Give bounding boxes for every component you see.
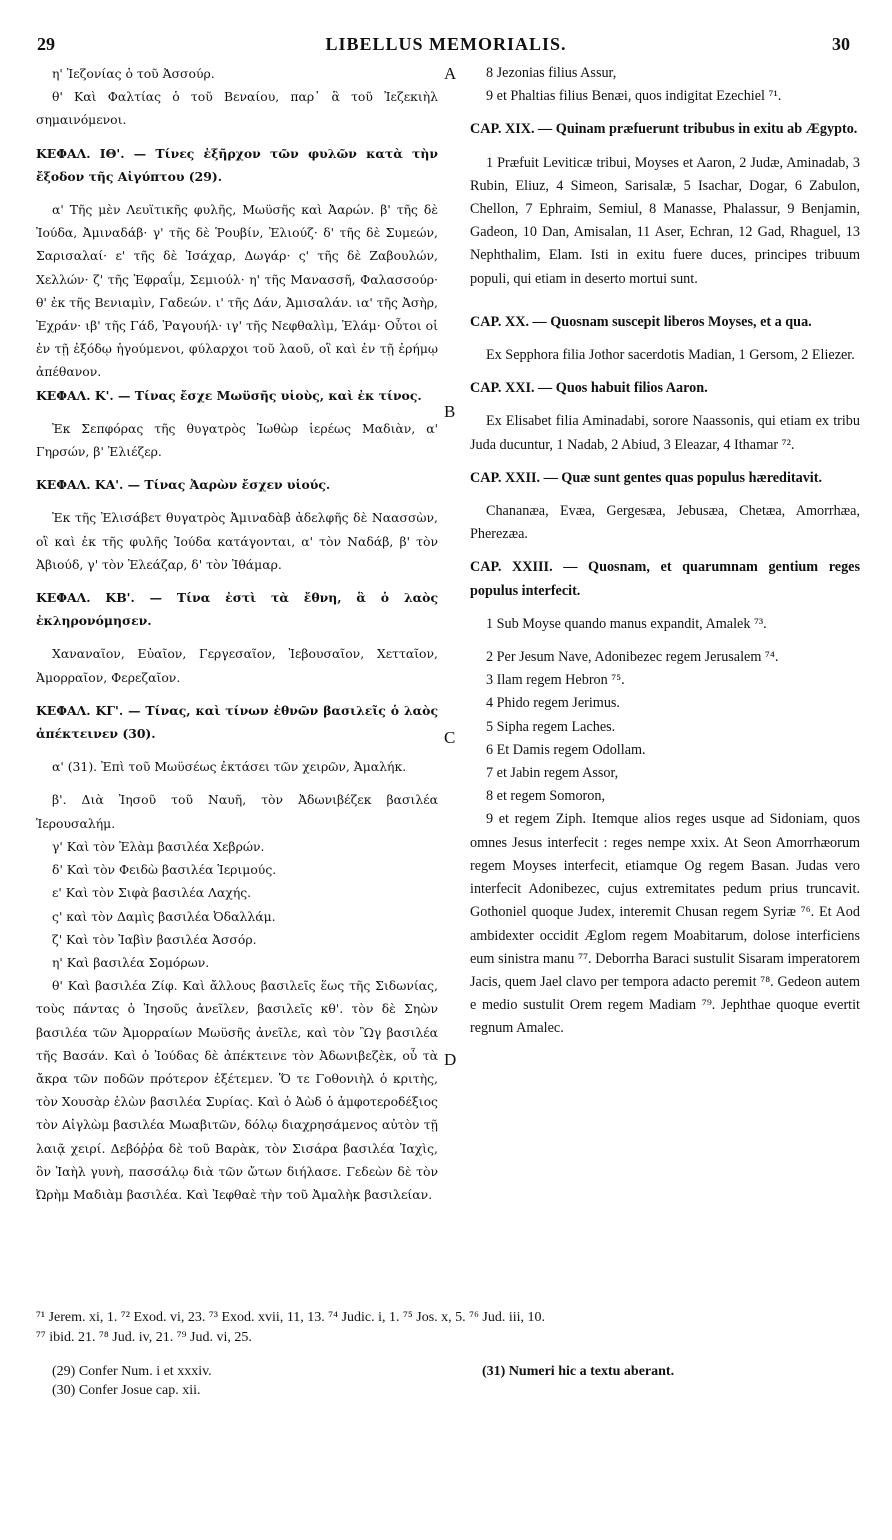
greek-line-8: η' Ἰεζονίας ὁ τοῦ Ἀσσούρ. <box>52 66 215 81</box>
footnote-31: (31) Numeri hic a textu aberant. <box>482 1364 675 1379</box>
scripture-references-line-1: ⁷¹ Jerem. xi, 1. ⁷² Exod. vi, 23. ⁷³ Exod. xvii, 11, 13. ⁷⁴ Judic. i, 1. ⁷⁵ Jos. x, 5. ⁷⁶ Jud. iii, 10. <box>36 1310 546 1325</box>
running-title: LIBELLUS MEMORIALIS. <box>325 34 567 54</box>
latin-paragraph-elisabet: Ex Elisabet filia Aminadabi, sorore Naassonis, qui etiam ex tribu Juda ducuntur, 1 Nadab, 2 Abiud, 3 Eleazar, 4 Ithamar ⁷². <box>470 413 860 453</box>
margin-marker-d: D <box>444 1050 457 1069</box>
greek-heading-19: ΚΕΦΑΛ. ΙΘ'. — Τίνες ἐξῆρχον τῶν φυλῶν κατὰ τὴν ἔξοδον τῆς Αἰγύπτου (29). <box>36 145 438 184</box>
margin-marker-b: B <box>444 402 456 421</box>
greek-column <box>36 62 438 1206</box>
latin-heading-21: CAP. XXI. — Quos habuit filios Aaron. <box>470 380 708 397</box>
latin-king-4: 4 Phido regem Jerimus. <box>486 695 620 712</box>
latin-column <box>470 62 860 1041</box>
latin-king-7: 7 et Jabin regem Assor, <box>486 765 619 782</box>
greek-paragraph-tribes: α' Τῆς μὲν Λευϊτικῆς φυλῆς, Μωϋσῆς καὶ Ἀαρών. β' τῆς δὲ Ἰούδα, Ἀμιναδάβ· γ' τῆς δὲ Ῥουβίν, Ἐλιούζ· δ' τῆς δὲ Συμεών, Σαρισαλαί· ε' τῆς δὲ Ἰσάχαρ, Δωγάρ· ς' τῆς δὲ Ζαβουλών, Χελλών· ζ' τῆς Ἐφραΐμ, Σεμιούλ· η' τῆς Μανασσῆ, Φαλασσούρ· θ' ἐκ τῆς Βενιαμὶν, Γαδεών. ι' τῆς Δάν, Ἀμισαλάν. ια' τῆς Ἀσὴρ, Ἐχράν· ιβ' τῆς Γάδ, Ῥαγουήλ· ιγ' τῆς Νεφθαλὶμ, Ἐλάμ· Οὗτοι οἱ ἐν τῇ ἐξόδῳ ἡγούμενοι, φύλαρχοι τοῦ λαοῦ, οἳ καὶ ἐν τῇ ἐρήμῳ ἀπέθανον. <box>36 202 438 380</box>
latin-heading-22: CAP. XXII. — Quæ sunt gentes quas populus hæreditavit. <box>470 469 823 486</box>
latin-king-6: 6 Et Damis regem Odollam. <box>486 741 646 758</box>
greek-king-9: θ' Καὶ βασιλέα Ζίφ. Καὶ ἄλλους βασιλεῖς ἕως τῆς Σιδωνίας, τοὺς πάντας ὁ Ἰησοῦς ἀνεῖλεν, βασιλεῖς κθ'. τὸν δὲ Σηὼν βασιλέα τῶν Ἀμορραίων Μωϋσῆς ἀνεῖλε, καὶ τὸν Ὢγ βασιλέα τῆς Βασάν. Καὶ ὁ Ἰούδας δὲ ἀπέκτεινε τὸν Ἀδωνιβεζὲκ, οὗ τὰ ἄκρα τῶν ποδῶν πρότερον ἐξέτεμεν. Ὅ τε Γοθονιὴλ ὁ κριτὴς, τὸν Χουσὰρ ἑλὼν βασιλέα Συρίας. Καὶ ὁ Ἀὼδ ὁ ἀμφοτεροδέξιος τὸν Αἰγλὼμ βασιλέα Μωαβιτῶν, δόλῳ διαχρησάμενος αὐτὸν τῇ λαιᾷ χειρί. Δεβόῤῥα δὲ τοῦ Βαρὰκ, τὸν Σισάρα βασιλέα Ἰαχὶς, ὃν Ἰαὴλ γυνὴ, πασσάλῳ διὰ τῶν ὤτων διήλασε. Γεδεὼν δὲ τὸν Ὠρὴμ Μαδιὰμ βασιλέα. Καὶ Ἰεφθαὲ τὴν τοῦ Ἀμαλὴκ βασιλείαν. <box>36 978 438 1202</box>
footnote-30: (30) Confer Josue cap. xii. <box>52 1383 201 1398</box>
greek-heading-20: ΚΕΦΑΛ. Κ'. — Τίνας ἔσχε Μωϋσῆς υἱοὺς, καὶ ἐκ τίνος. <box>36 387 422 403</box>
latin-king-3: 3 Ilam regem Hebron ⁷⁵. <box>486 672 625 689</box>
greek-king-6: ς' καὶ τὸν Δαμὶς βασιλέα Ὀδαλλάμ. <box>52 908 276 924</box>
greek-king-3: γ' Καὶ τὸν Ἐλὰμ βασιλέα Χεβρών. <box>52 838 265 854</box>
latin-king-1: 1 Sub Moyse quando manus expandit, Amalek ⁷³. <box>486 615 767 632</box>
greek-king-4: δ' Καὶ τὸν Φειδὼ βασιλέα Ἱεριμούς. <box>52 862 277 878</box>
greek-paragraph-sepphora: Ἐκ Σεπφόρας τῆς θυγατρὸς Ἰωθὼρ ἱερέως Μαδιὰν, α' Γηρσών, β' Ἐλιέζερ. <box>36 420 438 460</box>
scripture-references-line-2: ⁷⁷ ibid. 21. ⁷⁸ Jud. iv, 21. ⁷⁹ Jud. vi, 25. <box>36 1330 252 1345</box>
margin-marker-a: A <box>444 64 457 83</box>
greek-king-1: α' (31). Ἐπὶ τοῦ Μωϋσέως ἐκτάσει τῶν χειρῶν, Ἀμαλήκ. <box>52 759 407 775</box>
page-number-left: 29 <box>37 34 55 54</box>
greek-king-8: η' Καὶ βασιλέα Σομόρων. <box>52 954 210 970</box>
latin-line-9: 9 et Phaltias filius Benæi, quos indigitat Ezechiel ⁷¹. <box>486 88 782 105</box>
greek-line-9: θ' Καὶ Φαλτίας ὁ τοῦ Βεναίου, παρ᾽ ἃ τοῦ Ἰεζεκιὴλ σημαινόμενοι. <box>36 89 438 128</box>
greek-heading-21: ΚΕΦΑΛ. ΚΑ'. — Τίνας Ἀαρὼν ἔσχεν υἱούς. <box>36 477 331 493</box>
latin-king-2: 2 Per Jesum Nave, Adonibezec regem Jerusalem ⁷⁴. <box>486 649 779 666</box>
latin-heading-19: CAP. XIX. — Quinam præfuerunt tribubus in exitu ab Ægypto. <box>470 121 858 138</box>
latin-paragraph-nations: Chananæa, Evæa, Gergesæa, Jebusæa, Chetæa, Amorrhæa, Pherezæa. <box>470 503 860 543</box>
greek-king-7: ζ' Καὶ τὸν Ἰαβὶν βασιλέα Ἀσσόρ. <box>52 931 257 947</box>
page-number-right: 30 <box>832 34 850 54</box>
latin-king-9: 9 et regem Ziph. Itemque alios reges usque ad Sidoniam, quos omnes Jesus interfecit : reges nempe xxix. At Seon Amorrhæorum regem Moyses interfecit, etiamque Og regem Basan. Judas vero interfecit Adonibezec, cujus extremitates pedum prius truncavit. Gothoniel quoque Judex, interemit Chusan regem Syriæ ⁷⁶. Et Aod ambidexter occidit Æglom regem Moabitarum, dolose interficiens eum sinistra manu ⁷⁷. Deborrha Baraci sustulit Sisaram imperatorem Jacis, quem Jael clavo per tempora adacto peremit ⁷⁸. Gedeon autem e medio sustulit Orem regem Madiam ⁷⁹. Jephthae quoque evertit regnum Amalec. <box>470 811 860 1037</box>
latin-heading-23: CAP. XXIII. — Quosnam, et quarumnam gentium reges populus interfecit. <box>470 559 860 599</box>
greek-paragraph-nations: Χαναναῖον, Εὐαῖον, Γεργεσαῖον, Ἰεβουσαῖον, Χετταῖον, Ἀμορραῖον, Φερεζαῖον. <box>36 646 438 685</box>
latin-paragraph-sepphora: Ex Sepphora filia Jothor sacerdotis Madian, 1 Gersom, 2 Eliezer. <box>486 347 855 364</box>
greek-heading-23: ΚΕΦΑΛ. ΚΓ'. — Τίνας, καὶ τίνων ἐθνῶν βασιλεῖς ὁ λαὸς ἀπέκτεινεν (30). <box>36 702 438 742</box>
latin-paragraph-tribes: 1 Præfuit Leviticæ tribui, Moyses et Aaron, 2 Judæ, Aminadab, 3 Rubin, Eliuz, 4 Simeon, Sarisalæ, 5 Isachar, Dogar, 6 Zabulon, Chellon, 7 Ephraim, Semiul, 8 Manasse, Phalassur, 9 Benjamin, Gadeon, 10 Dan, Amisalan, 11 Aser, Echran, 12 Gad, Rhaguel, 13 Nephthalim, Elam. Isti in exitu fuere duces, principes tribuum populi, qui etiam in deserto mortui sunt. <box>470 154 860 287</box>
greek-king-5: ε' Καὶ τὸν Σιφὰ βασιλέα Λαχής. <box>52 885 252 901</box>
latin-king-8: 8 et regem Somoron, <box>486 788 605 805</box>
greek-king-2: β'. Διὰ Ἰησοῦ τοῦ Ναυῆ, τὸν Ἀδωνιβέζεκ βασιλέα Ἱερουσαλήμ. <box>36 792 438 831</box>
footnote-29: (29) Confer Num. i et xxxiv. <box>52 1364 212 1379</box>
greek-paragraph-elisabet: Ἐκ τῆς Ἐλισάβετ θυγατρὸς Ἀμιναδὰβ ἀδελφῆς δὲ Ναασσὼν, οἳ καὶ ἐκ τῆς φυλῆς Ἰούδα κατάγονται, α' τὸν Ναδάβ, β' τὸν Ἀβιούδ, γ' τὸν Ἐλεάζαρ, δ' τὸν Ἰθάμαρ. <box>36 510 438 572</box>
margin-marker-c: C <box>444 728 456 747</box>
greek-heading-22: ΚΕΦΑΛ. ΚΒ'. — Τίνα ἐστὶ τὰ ἔθνη, ἃ ὁ λαὸς ἐκληρονόμησεν. <box>36 590 438 629</box>
latin-king-5: 5 Sipha regem Laches. <box>486 718 616 735</box>
latin-line-8: 8 Jezonias filius Assur, <box>486 65 617 81</box>
latin-heading-20: CAP. XX. — Quosnam suscepit liberos Moyses, et a qua. <box>470 313 812 330</box>
